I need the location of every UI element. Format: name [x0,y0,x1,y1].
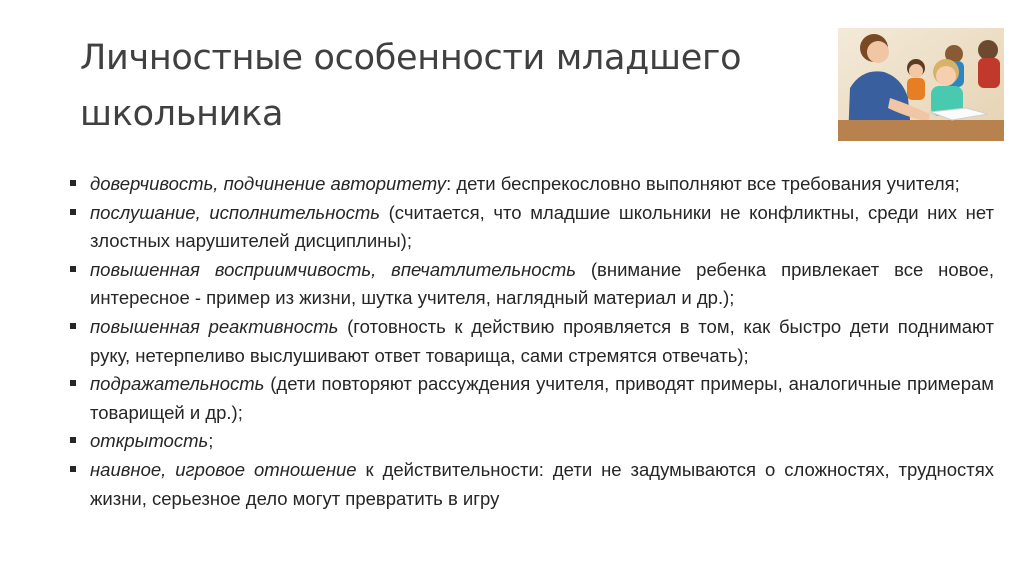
trait-term: повышенная реактивность [90,315,339,337]
bullet-marker [70,380,76,386]
list-item [70,427,994,456]
trait-term: открытость [90,430,209,452]
slide-title: Личностные особенности младшего школьника [80,38,742,134]
list-item [70,370,994,427]
bullet-marker [70,266,76,272]
trait-description: (дети повторяют рассуждения учителя, приводят примеры, аналогичные примерам товарищей и др.); [90,373,994,423]
trait-description: (внимание ребенка привлекает все новое, интересное - пример из жизни, шутка учителя, наглядный материал и др.); [90,258,994,309]
bullet-marker [70,466,76,472]
trait-description: к действительности: дети не задумываются о сложностях, трудностях жизни, серьезное дело могут превратить в игру [90,458,995,509]
trait-term: послушание, исполнительность [90,201,380,223]
bullet-marker [70,209,76,215]
trait-term: повышенная восприимчивость, впечатлительность [90,258,576,280]
bullet-marker [70,180,76,186]
trait-term: доверчивость, подчинение авторитету [90,173,447,194]
list-item [70,170,994,199]
list-item [70,256,994,313]
trait-description: : дети беспрекословно выполняют все требования учителя; [446,173,960,194]
list-item [70,456,994,513]
bullet-marker [70,323,76,329]
trait-term: наивное, игровое отношение [90,458,357,480]
classroom-photo [838,28,1004,141]
list-item [70,199,994,256]
trait-term: подражательность [90,373,265,395]
trait-description: (готовность к действию проявляется в том, как быстро дети поднимают руку, нетерпеливо выслушивают ответ товарища, сами стремятся отвечать); [90,315,994,366]
trait-description: ; [208,430,214,452]
trait-description: (считается, что младшие школьники не конфликтны, среди них нет злостных нарушителей дисциплины); [90,201,994,252]
list-item [70,313,994,370]
bullet-marker [70,437,76,443]
traits-list [70,170,994,513]
